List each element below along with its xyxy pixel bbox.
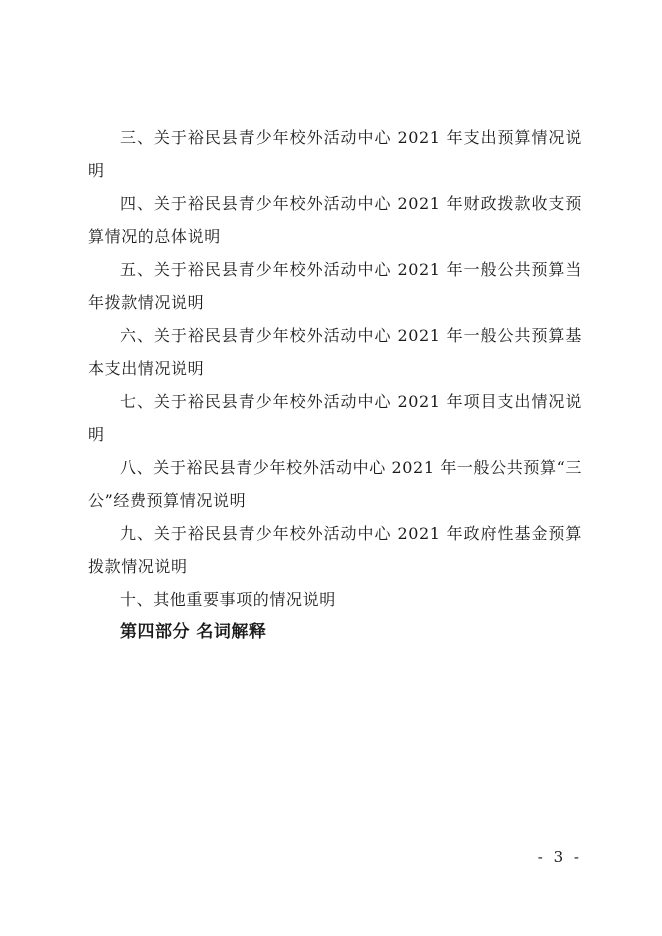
- page-number: - 3 -: [537, 848, 582, 866]
- toc-entry-6: 六、关于裕民县青少年校外活动中心 2021 年一般公共预算基本支出情况说明: [88, 326, 582, 378]
- toc-content: [88, 121, 582, 649]
- toc-entry-4: 四、关于裕民县青少年校外活动中心 2021 年财政拨款收支预算情况的总体说明: [88, 194, 582, 246]
- section-heading: 第四部分 名词解释: [120, 622, 267, 642]
- toc-entry-8: 八、关于裕民县青少年校外活动中心 2021 年一般公共预算“三公”经费预算情况说明: [88, 458, 582, 510]
- toc-entry-3: 三、关于裕民县青少年校外活动中心 2021 年支出预算情况说明: [88, 128, 582, 180]
- toc-entry-10: 十、其他重要事项的情况说明: [120, 590, 336, 609]
- toc-entry-9: 九、关于裕民县青少年校外活动中心 2021 年政府性基金预算拨款情况说明: [88, 524, 582, 576]
- toc-entry-7: 七、关于裕民县青少年校外活动中心 2021 年项目支出情况说明: [88, 392, 582, 444]
- toc-entry-5: 五、关于裕民县青少年校外活动中心 2021 年一般公共预算当年拨款情况说明: [88, 260, 582, 312]
